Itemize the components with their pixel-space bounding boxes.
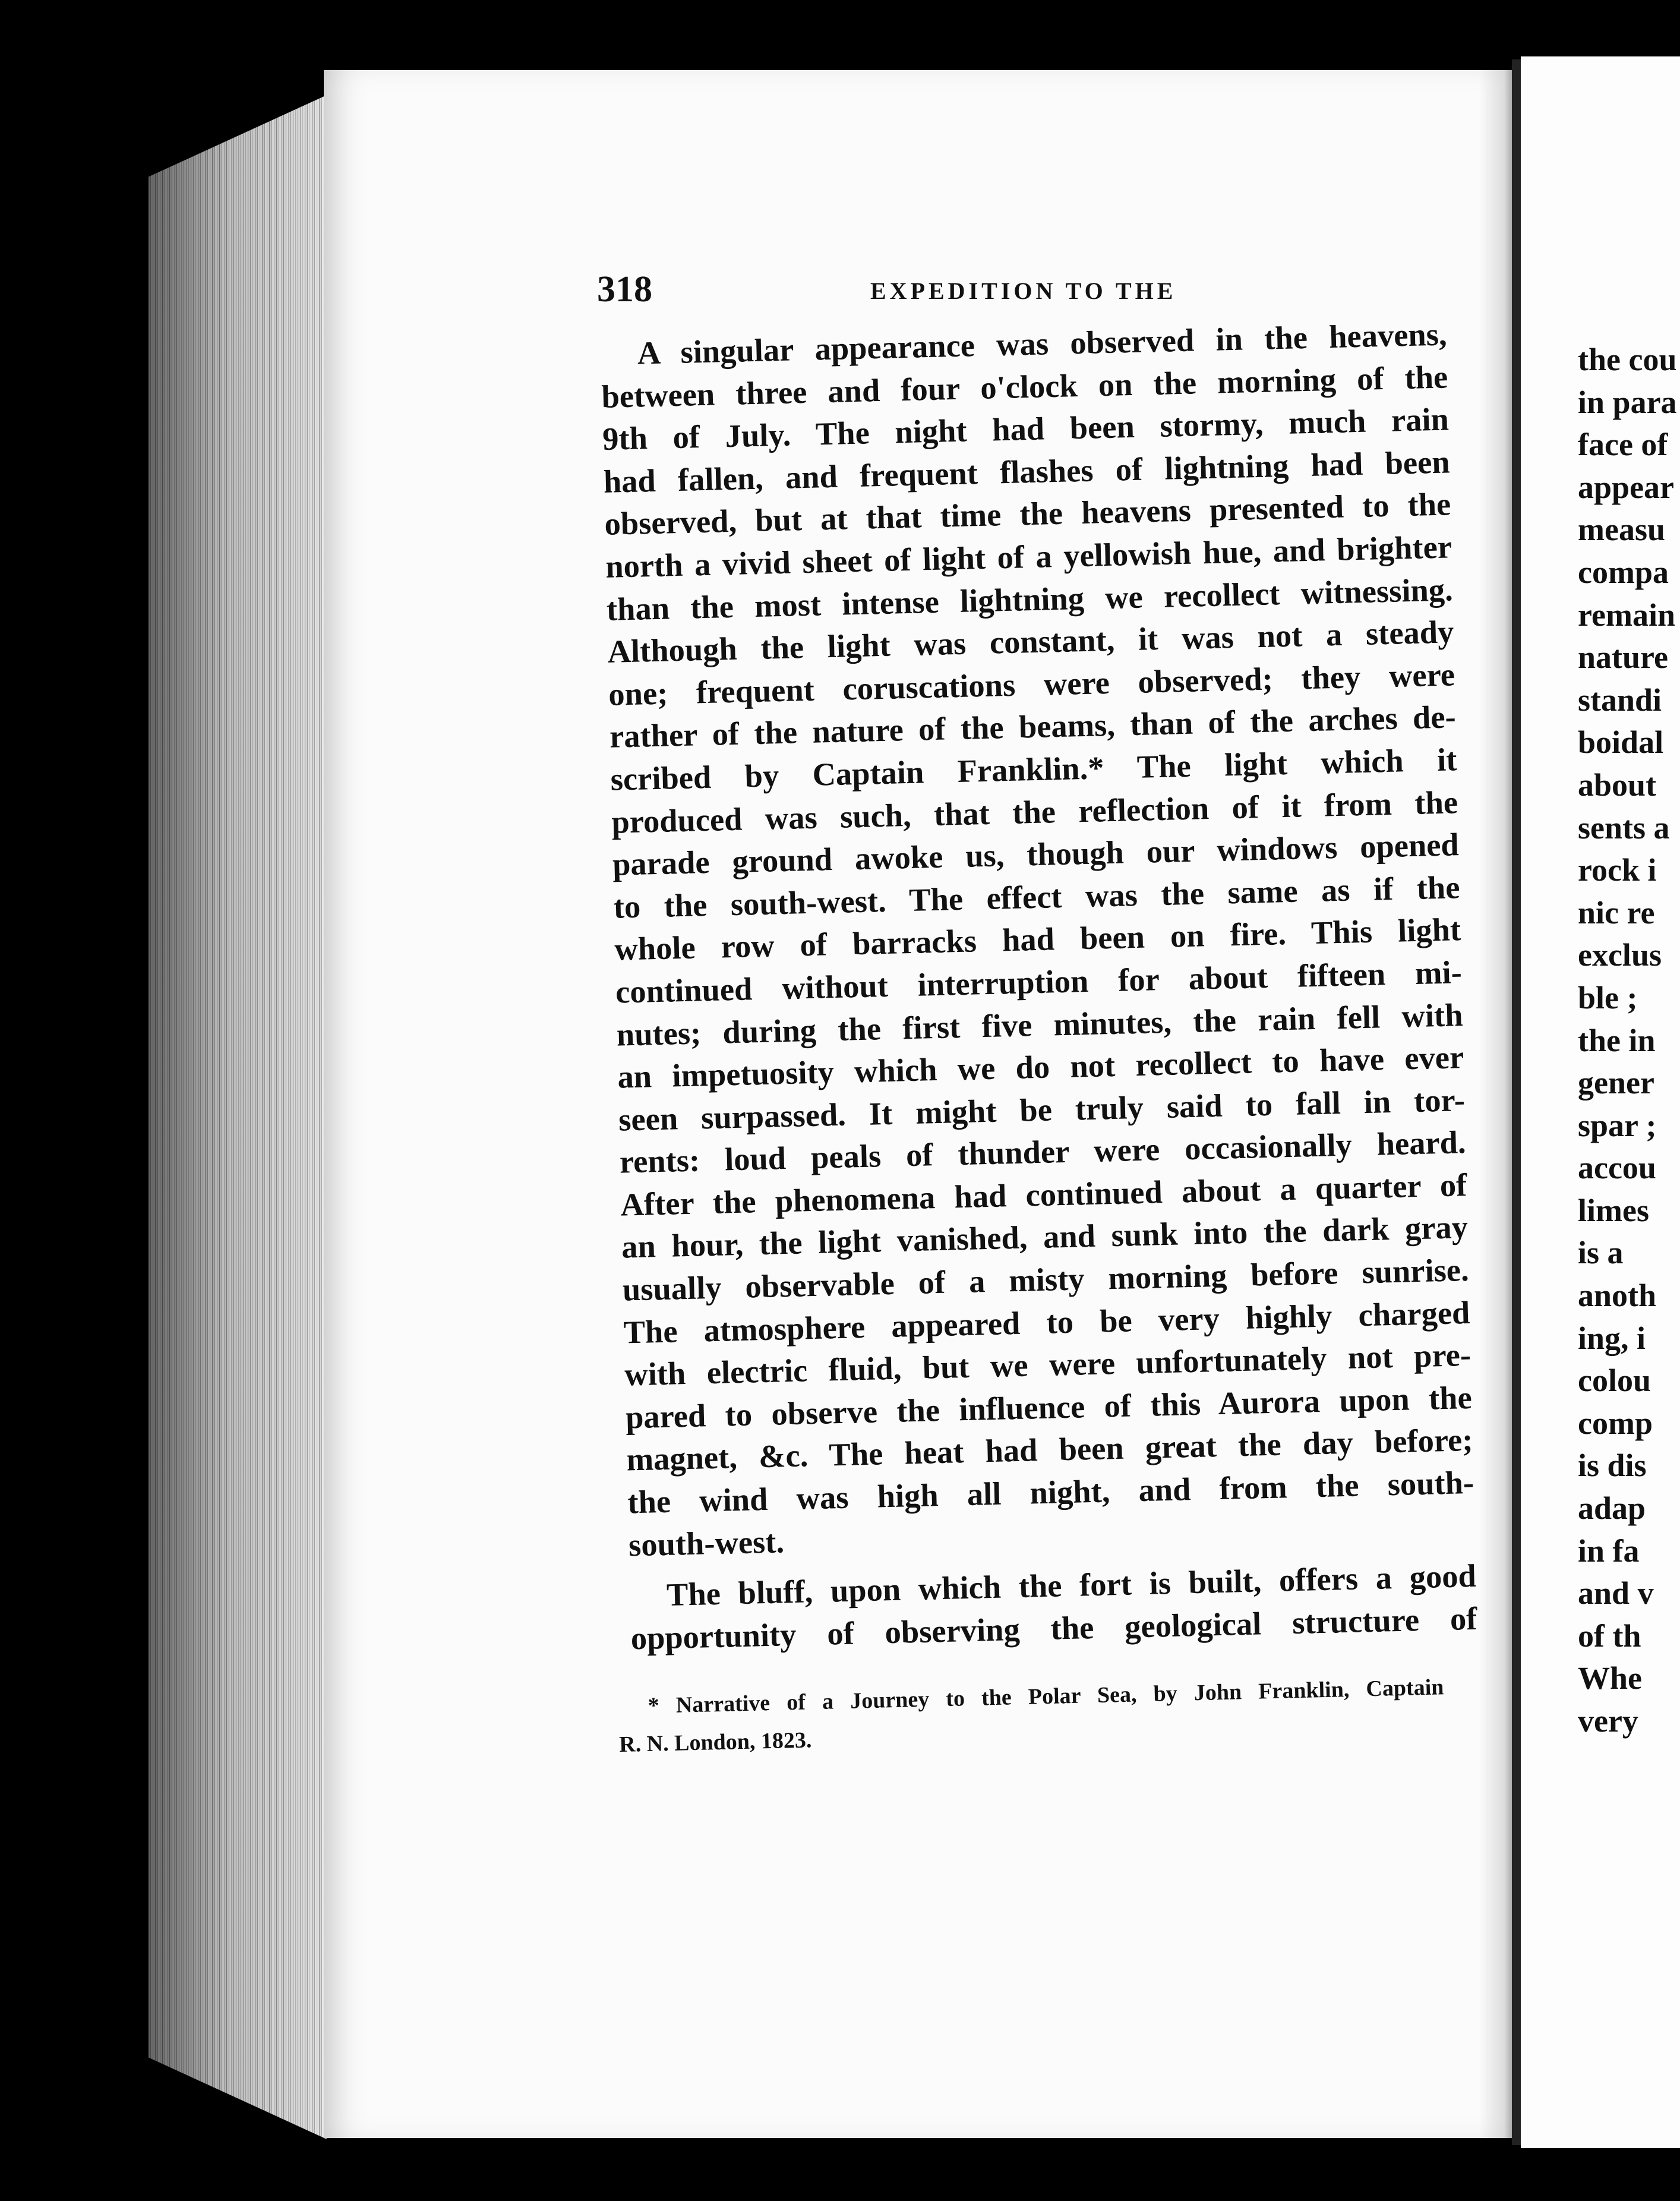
facing-text-fragment: sents a (1578, 809, 1670, 846)
facing-text-fragment: boidal (1578, 724, 1664, 761)
facing-text-fragment: remain (1578, 597, 1675, 633)
text-line: magnet, &c. The heat had been great the day before; (626, 1421, 1474, 1478)
text-line: The bluff, upon which the fort is built, offers a good (666, 1557, 1477, 1613)
facing-text-fragment: standi (1578, 682, 1662, 718)
text-line: opportunity of observing the geological structure of (630, 1600, 1478, 1657)
facing-text-fragment: is a (1578, 1235, 1624, 1271)
text-line: rents: loud peals of thunder were occasionally heard. (619, 1124, 1467, 1180)
facing-text-fragment: nature (1578, 639, 1669, 676)
facing-text-fragment: in para (1578, 384, 1677, 420)
text-line: usually observable of a misty morning before sunrise. (622, 1251, 1470, 1308)
text-line: After the phenomena had continued about a quarter of (620, 1166, 1467, 1223)
facing-text-fragment: Whe (1578, 1660, 1642, 1697)
facing-text-fragment: about (1578, 767, 1657, 803)
facing-text-fragment: ing, i (1578, 1320, 1646, 1356)
text-line: the wind was high all night, and from the south- (627, 1464, 1474, 1521)
facing-text-fragment: appear (1578, 469, 1674, 505)
text-line: produced was such, that the reflection of it from the (611, 783, 1458, 840)
footnote-line: R. N. London, 1823. (618, 1727, 812, 1757)
book-page-edges (149, 95, 327, 2139)
facing-text-fragment: ble ; (1578, 979, 1638, 1016)
text-line: parade ground awoke us, though our windows opened (612, 826, 1460, 882)
facing-text-fragment: the in (1578, 1022, 1656, 1058)
text-line: continued without interruption for about fifteen mi- (615, 954, 1463, 1010)
text-line: an impetuosity which we do not recollect to have ever (617, 1039, 1464, 1095)
text-line: to the south-west. The effect was the same as if the (613, 868, 1461, 925)
text-line: seen surpassed. It might be truly said to fall in tor- (618, 1081, 1466, 1138)
text-line: scribed by Captain Franklin.* The light which it (610, 741, 1458, 797)
facing-page-text (1578, 339, 1680, 1743)
running-head (597, 269, 1239, 322)
text-line: with electric fluid, but we were unfortunately not pre- (624, 1336, 1471, 1393)
facing-text-fragment: colou (1578, 1363, 1651, 1399)
text-line: nutes; during the first five minutes, the rain fell with (616, 996, 1464, 1053)
facing-text-fragment: of th (1578, 1617, 1641, 1654)
text-line: an hour, the light vanished, and sunk into the dark gray (621, 1209, 1469, 1266)
facing-text-fragment: limes (1578, 1192, 1649, 1228)
facing-text-fragment: anoth (1578, 1278, 1657, 1314)
text-line: The atmosphere appeared to be very highly charged (623, 1294, 1470, 1351)
facing-text-fragment: accou (1578, 1150, 1656, 1186)
facing-text-fragment: compa (1578, 554, 1669, 590)
text-line: Although the light was constant, it was not a steady (607, 613, 1454, 670)
text-line: north a vivid sheet of light of a yellowish hue, and brighter (605, 528, 1452, 585)
text-line: between three and four o'clock on the morning of the (601, 358, 1448, 415)
text-line: pared to observe the influence of this Aurora upon the (625, 1379, 1473, 1436)
text-line: whole row of barracks had been on fire. This light (614, 911, 1461, 968)
facing-text-fragment: is dis (1578, 1448, 1647, 1484)
text-line: observed, but at that time the heavens presented to the (604, 485, 1451, 543)
text-line: 9th of July. The night had been stormy, much rain (602, 401, 1450, 458)
text-line: than the most intense lightning we recollect witnessing. (606, 570, 1454, 627)
text-line: one; frequent coruscations were observed; they were (608, 656, 1455, 712)
facing-text-fragment: measu (1578, 512, 1665, 548)
text-line: south-west. (628, 1522, 785, 1563)
facing-text-fragment: in fa (1578, 1532, 1640, 1569)
facing-text-fragment: rock i (1578, 852, 1657, 888)
facing-text-fragment: and v (1578, 1575, 1654, 1612)
text-line: A singular appearance was observed in the heavens, (637, 316, 1448, 371)
text-line: had fallen, and frequent flashes of lightning had been (603, 443, 1451, 500)
main-text (600, 313, 1477, 1659)
text-line: rather of the nature of the beams, than of the arches de- (609, 698, 1457, 755)
footnote-line: * Narrative of a Journey to the Polar Sea, by John Franklin, Captain (648, 1675, 1444, 1718)
facing-text-fragment: the cou (1578, 342, 1677, 377)
facing-text-fragment: gener (1578, 1065, 1654, 1101)
facing-text-fragment: adap (1578, 1490, 1646, 1527)
running-title: EXPEDITION TO THE (870, 278, 1177, 304)
facing-text-fragment: face of (1578, 427, 1668, 463)
facing-text-fragment: very (1578, 1703, 1638, 1739)
facing-text-fragment: comp (1578, 1405, 1653, 1441)
page-number: 318 (597, 269, 652, 310)
facing-text-fragment: nic re (1578, 894, 1655, 931)
facing-text-fragment: spar ; (1578, 1107, 1657, 1143)
facing-text-fragment: exclus (1578, 937, 1662, 973)
